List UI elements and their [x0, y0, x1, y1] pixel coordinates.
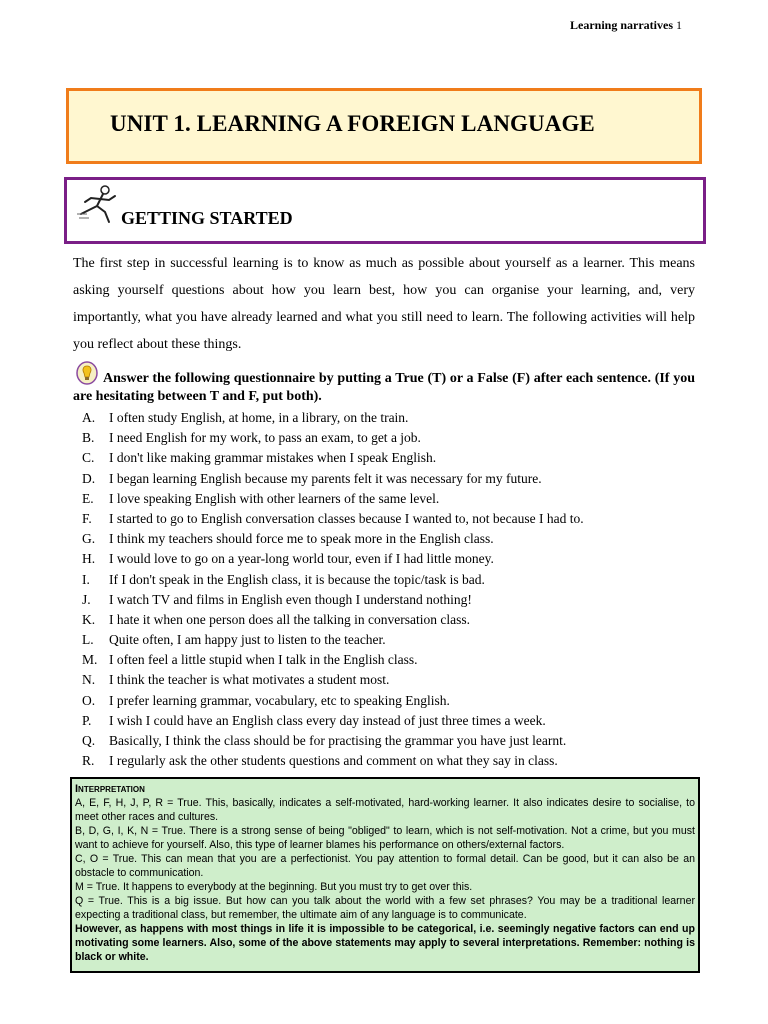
question-item	[82, 691, 702, 711]
question-letter: K.	[82, 611, 96, 627]
question-text: Basically, I think the class should be for practising the grammar you have just learnt.	[109, 733, 567, 748]
question-item	[82, 650, 702, 670]
interpretation-paragraph: Q = True. This is a big issue. But how can you talk about the world with a few set phrases? You may be a traditional learner expecting a traditional class, but remember, the ultimate aim of any language is to communicate.	[75, 895, 695, 921]
question-letter: B.	[82, 430, 95, 446]
question-letter: E.	[82, 490, 94, 506]
question-letter: P.	[82, 712, 92, 728]
question-text: I wish I could have an English class every day instead of just three times a week.	[109, 712, 546, 728]
section-title: GETTING STARTED	[121, 208, 293, 228]
question-letter: R.	[82, 753, 95, 769]
getting-started-box	[64, 177, 706, 244]
question-item	[82, 509, 702, 529]
question-text: I need English for my work, to pass an exam, to get a job.	[109, 430, 421, 446]
question-letter: H.	[82, 551, 96, 567]
interpretation-heading: Interpretation	[75, 783, 145, 795]
question-letter: C.	[82, 450, 95, 466]
question-text: If I don't speak in the English class, it is because the topic/task is bad.	[109, 571, 485, 587]
question-item	[82, 731, 702, 751]
question-item	[82, 529, 702, 549]
question-item	[82, 408, 702, 428]
questionnaire-instruction: Answer the following questionnaire by putting a True (T) or a False (F) after each sentence. (If you are hesitating between T and F, put both).	[73, 371, 695, 404]
question-text: I often feel a little stupid when I talk in the English class.	[109, 652, 418, 668]
question-letter: D.	[82, 470, 96, 486]
question-item	[82, 630, 702, 650]
question-letter: O.	[82, 692, 96, 708]
question-letter: J.	[82, 591, 91, 607]
question-letter: M.	[82, 652, 98, 668]
question-item	[82, 610, 702, 630]
question-letter: I.	[82, 571, 90, 587]
question-item	[82, 428, 702, 448]
unit-title: UNIT 1. LEARNING A FOREIGN LANGUAGE	[110, 111, 595, 136]
question-item	[82, 489, 702, 509]
interpretation-box	[70, 777, 700, 973]
question-item	[82, 670, 702, 690]
question-text: I would love to go on a year-long world tour, even if I had little money.	[109, 551, 494, 567]
question-text: I love speaking English with other learners of the same level.	[109, 490, 440, 506]
running-title: Learning narratives	[570, 18, 673, 32]
question-text: I prefer learning grammar, vocabulary, etc to speaking English.	[109, 692, 450, 708]
runner-icon	[75, 184, 123, 228]
question-letter: N.	[82, 672, 96, 688]
question-item	[82, 711, 702, 731]
interpretation-paragraph: B, D, G, I, K, N = True. There is a strong sense of being "obliged" to learn, which is not self-motivation. Not a crime, but you must want to achieve for yourself. Also, this type of learner blames his performance on others/external factors.	[75, 825, 695, 851]
question-item	[82, 549, 702, 569]
interpretation-paragraph: C, O = True. This can mean that you are a perfectionist. You pay attention to formal detail. Can be good, but it can also be an obstacle to communication.	[75, 853, 695, 879]
question-text: I think my teachers should force me to speak more in the English class.	[109, 531, 494, 547]
question-text: I started to go to English conversation classes because I wanted to, not because I had to.	[109, 510, 584, 526]
question-letter: Q.	[82, 733, 96, 748]
interpretation-paragraph: M = True. It happens to everybody at the beginning. But you must try to get over this.	[75, 881, 473, 893]
question-letter: F.	[82, 510, 92, 526]
question-item	[82, 448, 702, 468]
question-text: I began learning English because my parents felt it was necessary for my future.	[109, 470, 542, 486]
interpretation-paragraph: A, E, F, H, J, P, R = True. This, basically, indicates a self-motivated, hard-working learner. It also indicates desire to socialise, to meet other races and cultures.	[75, 797, 695, 823]
question-text: I hate it when one person does all the talking in conversation class.	[109, 611, 471, 627]
question-letter: G.	[82, 531, 96, 547]
question-item	[82, 570, 702, 590]
question-text: I think the teacher is what motivates a student most.	[109, 672, 390, 688]
page-number: 1	[676, 18, 682, 32]
question-item	[82, 751, 702, 771]
question-text: I watch TV and films in English even though I understand nothing!	[109, 591, 472, 607]
question-text: Quite often, I am happy just to listen to the teacher.	[109, 632, 386, 648]
question-item	[82, 469, 702, 489]
question-letter: A.	[82, 410, 96, 425]
question-letter: L.	[82, 632, 94, 648]
running-header	[570, 18, 682, 33]
question-text: I regularly ask the other students questions and comment on what they say in class.	[109, 753, 558, 769]
question-item	[82, 590, 702, 610]
questionnaire-list	[82, 408, 702, 771]
unit-title-box	[66, 88, 702, 164]
question-text: I often study English, at home, in a library, on the train.	[109, 410, 409, 425]
interpretation-closing: However, as happens with most things in life it is impossible to be categorical, i.e. seemingly negative factors can end up motivating some learners. Also, some of the above statements may apply to several interpretations. Remember: nothing is black or white.	[75, 923, 695, 963]
question-text: I don't like making grammar mistakes when I speak English.	[109, 450, 437, 466]
intro-paragraph: The first step in successful learning is to know as much as possible about yourself as a learner. This means asking yourself questions about how you learn best, how you can organise your learning, and, very importantly, what you have already learned and what you still need to learn. The following activities will help you reflect about these things.	[73, 256, 695, 352]
